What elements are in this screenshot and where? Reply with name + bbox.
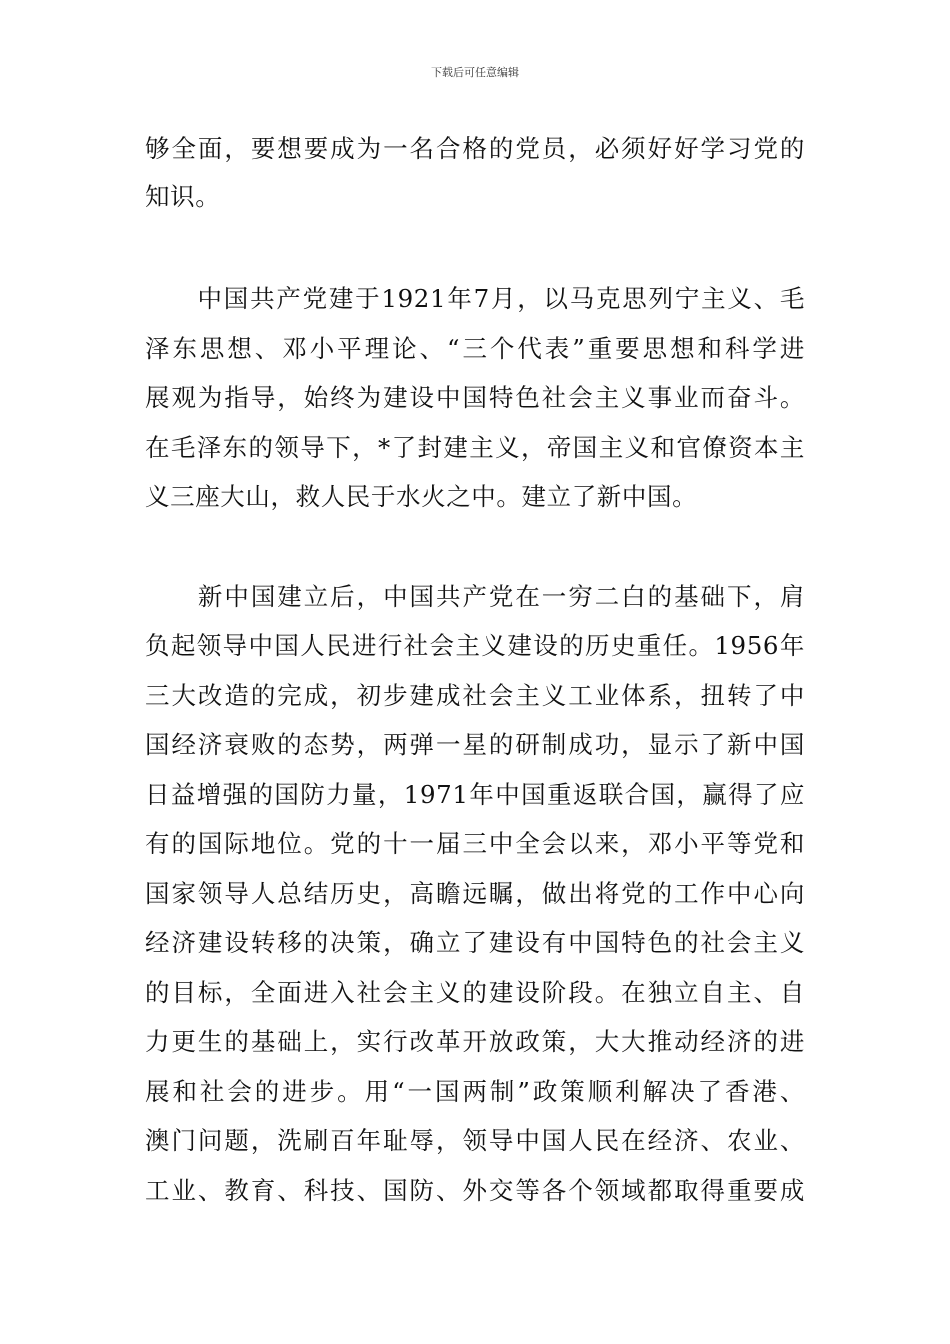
text-line: 日益增强的国防力量，1971年中国重返联合国，赢得了应	[145, 780, 805, 809]
text-line: 中国共产党建于1921年7月，以马克思列宁主义、毛	[145, 284, 805, 313]
text-line: 的目标，全面进入社会主义的建设阶段。在独立自主、自	[145, 978, 805, 1007]
text-line: 义三座大山，救人民于水火之中。建立了新中国。	[145, 482, 698, 511]
text-line: 工业、教育、科技、国防、外交等各个领域都取得重要成	[145, 1176, 805, 1205]
text-line: 泽东思想、邓小平理论、“三个代表”重要思想和科学进	[145, 334, 805, 363]
page-header: 下载后可任意编辑	[431, 66, 519, 79]
text-line: 国经济衰败的态势，两弹一星的研制成功，显示了新中国	[145, 730, 805, 759]
text-line: 力更生的基础上，实行改革开放政策，大大推动经济的进	[145, 1027, 805, 1056]
text-line: 经济建设转移的决策，确立了建设有中国特色的社会主义	[145, 928, 805, 957]
text-line: 有的国际地位。党的十一届三中全会以来，邓小平等党和	[145, 829, 805, 858]
text-line: 国家领导人总结历史，高瞻远瞩，做出将党的工作中心向	[145, 879, 805, 908]
text-line: 新中国建立后，中国共产党在一穷二白的基础下，肩	[145, 582, 805, 611]
text-line: 三大改造的完成，初步建成社会主义工业体系，扭转了中	[145, 681, 805, 710]
text-line: 展和社会的进步。用“一国两制”政策顺利解决了香港、	[145, 1077, 805, 1106]
text-line: 澳门问题，洗刷百年耻辱，领导中国人民在经济、农业、	[145, 1126, 805, 1155]
text-line: 在毛泽东的领导下，*了封建主义，帝国主义和官僚资本主	[145, 433, 805, 462]
text-line: 知识。	[145, 182, 221, 211]
text-line: 展观为指导，始终为建设中国特色社会主义事业而奋斗。	[145, 383, 805, 412]
text-line: 负起领导中国人民进行社会主义建设的历史重任。1956年	[145, 631, 805, 660]
text-line: 够全面，要想要成为一名合格的党员，必须好好学习党的	[145, 134, 805, 163]
